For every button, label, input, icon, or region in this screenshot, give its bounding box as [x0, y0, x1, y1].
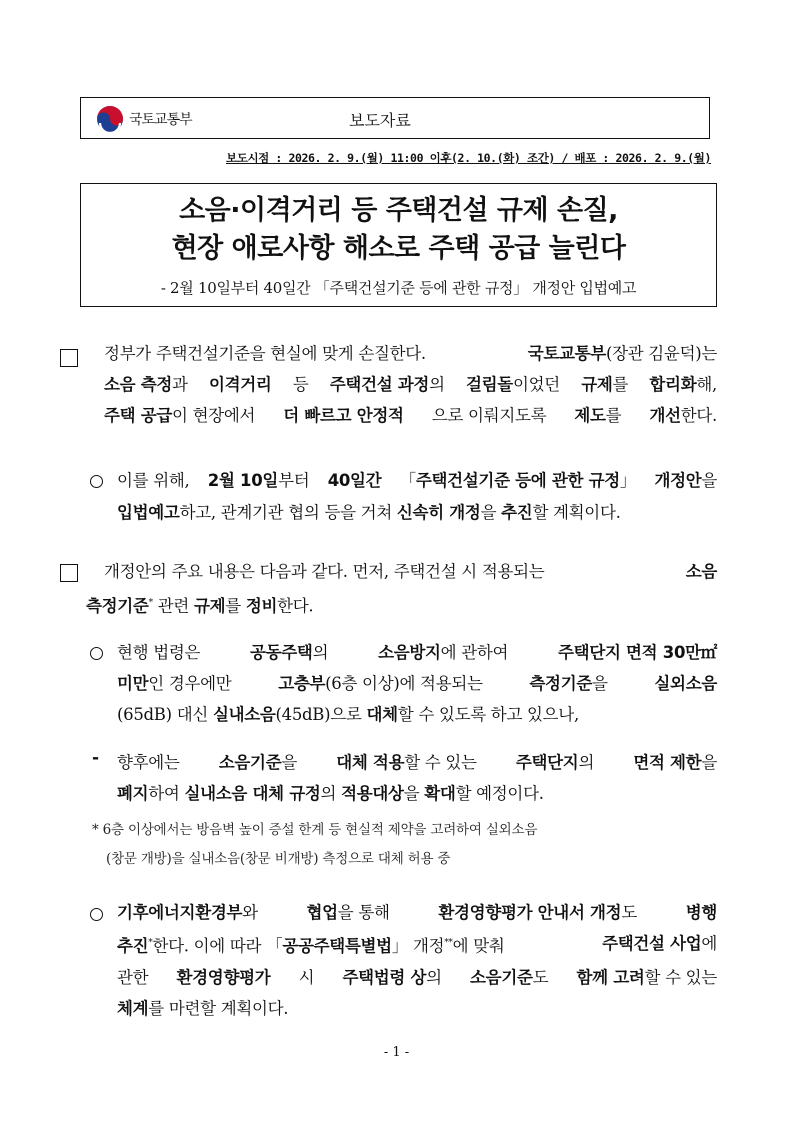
p1-line-1: [104, 338, 717, 369]
text: 하고, 관계기관 협의 등을 거쳐: [179, 503, 392, 522]
text: 에: [701, 934, 717, 953]
text-bold: 병행: [685, 903, 717, 922]
text: 으로 이뤄지도록: [431, 406, 547, 425]
text-bold: 규제: [193, 596, 226, 616]
text: 을: [701, 471, 717, 490]
text: 할 수 있도록 하고 있으나,: [397, 705, 579, 724]
doc-type-label: 보도자료: [349, 111, 411, 130]
headline-line-2: 현장 애로사항 해소로 주택 공급 늘린다: [171, 233, 626, 264]
text: 을: [480, 503, 497, 522]
p2a-line-2: [117, 668, 717, 699]
footnote-mark: *: [148, 598, 153, 608]
p2a-line-1: [117, 637, 717, 668]
text: 등: [292, 375, 309, 394]
paragraph-2b: [117, 747, 717, 809]
text: 의: [312, 643, 329, 662]
text: 해,: [696, 375, 717, 394]
text-bold: 주택건설 사업: [602, 934, 702, 953]
footnote-mark: *: [92, 822, 99, 838]
footnote-line-1: [92, 815, 722, 846]
title-box: [80, 183, 717, 307]
page-number: - 1 -: [383, 1045, 410, 1060]
text: 할 수 있는: [644, 967, 717, 987]
text: 에 맞춰: [452, 936, 505, 956]
text-bold: 이격거리: [208, 375, 272, 394]
footnote-mark: **: [444, 938, 453, 948]
release-timing: 보도시점 : 2026. 2. 9.(월) 11:00 이후(2. 10.(화) 조간) / 배포 : 2026. 2. 9.(월): [226, 151, 711, 165]
text-bold: 소음 측정: [104, 375, 173, 394]
paragraph-1-line-3: [104, 400, 717, 431]
paragraph-3: [117, 897, 717, 1024]
text-bold: 개정안: [654, 471, 702, 490]
text-bold: 2월 10일: [207, 471, 279, 490]
text-bold: 추진: [501, 503, 533, 522]
text: 할 예정이다.: [455, 784, 544, 803]
text-bold: 소음기준: [470, 967, 533, 987]
text: 을: [281, 753, 297, 772]
text: 를: [605, 406, 622, 425]
text-bold: 실외소음: [654, 674, 717, 693]
text: 인 경우에만: [148, 674, 232, 693]
text: (65dB) 대신: [117, 705, 208, 724]
text-bold: 합리화: [649, 375, 697, 394]
text-bold: 주택건설기준 등에 관한 규정: [415, 471, 620, 490]
text: 현행 법령은: [117, 643, 201, 662]
text-bold: 환경영향평가 안내서 개정: [438, 903, 622, 922]
text: 를: [612, 375, 629, 394]
text: 의: [578, 753, 595, 772]
text: 을: [701, 753, 717, 772]
text: 「: [399, 471, 416, 490]
text: 를: [225, 596, 241, 616]
text-bold: 기후에너지환경부: [117, 903, 243, 922]
circle-bullet-icon: [90, 475, 103, 488]
p3-line-3: [117, 962, 717, 993]
text: 도: [621, 903, 637, 922]
text-bold: 측정기준: [529, 674, 592, 693]
text: 한다.: [277, 596, 314, 616]
text-bold: 체계: [117, 998, 149, 1018]
text: 이었던: [512, 375, 560, 394]
ministry-logo: [96, 104, 192, 134]
p1a-line-2: [117, 497, 717, 528]
text-bold: 함께 고려: [576, 967, 645, 987]
text: 을: [591, 674, 608, 693]
p1-line-2: [104, 369, 717, 400]
text: 를 마련할 계획이다.: [148, 998, 289, 1018]
text-bold: 주택법령 상: [342, 967, 427, 987]
text-bold: 주택 공급: [104, 406, 173, 425]
text: 이 현장에서: [172, 406, 256, 425]
square-bullet-icon: [60, 564, 78, 582]
text-bold: 더 빠르고 안정적: [283, 406, 404, 425]
subheadline: - 2월 10일부터 40일간 「주택건설기준 등에 관한 규정」 개정안 입법예고: [160, 279, 637, 297]
text: 」: [619, 471, 637, 490]
text-bold: 확대: [424, 784, 456, 803]
text-bold: 신속히 개정: [396, 503, 481, 522]
text: 이를 위해,: [117, 471, 190, 490]
text: 할 계획이다.: [532, 503, 621, 522]
text: 하여: [148, 784, 180, 803]
text-bold: 고층부: [278, 674, 326, 693]
text: 과: [172, 375, 188, 394]
text-bold: 제도: [574, 406, 606, 425]
text: (창문 개방)을 실내소음(창문 비개방) 측정으로 대체 허용 중: [106, 851, 451, 867]
text: 한다.: [680, 406, 717, 425]
text-bold: 공공주택특별법: [282, 936, 392, 956]
text-bold: 주택단지 면적 30만㎡: [558, 643, 717, 662]
text: 시: [298, 967, 315, 987]
text: 와: [242, 903, 258, 922]
text: 부터: [278, 471, 310, 490]
text: 할 수 있는: [404, 753, 477, 772]
text: 6층 이상에서는 방음벽 높이 증설 한계 등 현실적 제약을 고려하여 실외소음: [102, 822, 538, 838]
text: (6층 이상)에 적용되는: [325, 674, 483, 693]
text-bold: 공동주택: [250, 643, 313, 662]
text-bold: 추진: [117, 936, 149, 956]
text-bold: 걸림돌: [466, 375, 513, 394]
text: 에 관하여: [440, 643, 509, 662]
paragraph-1a: [117, 465, 717, 528]
p1a-line-1: [117, 465, 717, 496]
text-bold: 소음방지: [378, 643, 441, 662]
text: 향후에는: [117, 753, 180, 772]
dash-bullet: -: [92, 748, 100, 768]
footnote-line-2: [92, 844, 722, 875]
text: (45dB)으로: [275, 705, 362, 724]
text: 의: [429, 375, 445, 394]
text-bold: 대체 적용: [336, 753, 405, 772]
p2-line-2: [86, 588, 706, 622]
text-bold: 주택단지: [515, 753, 579, 772]
circle-bullet-icon: [90, 908, 103, 921]
text-bold: 실내소음 대체 규정: [184, 784, 321, 803]
text: 」 개정: [391, 936, 445, 956]
text: 개정안의 주요 내용은 다음과 같다. 먼저, 주택건설 시 적용되는: [104, 562, 545, 581]
text: 정부가 주택건설기준을 현실에 맞게 손질한다.: [104, 344, 426, 363]
header-box: [80, 97, 710, 139]
text-bold: 폐지: [117, 784, 149, 803]
text-bold: 대체: [366, 705, 398, 724]
paragraph-2-line-2: [86, 588, 706, 622]
text-bold: 입법예고: [117, 503, 180, 522]
p3-line-1: [117, 897, 717, 928]
p3-line-4: [117, 993, 717, 1024]
text: 을 통해: [337, 903, 390, 922]
text-bold: 국토교통부: [527, 344, 606, 363]
text-bold: 주택건설 과정: [329, 375, 430, 394]
text-bold: 소음기준: [218, 753, 282, 772]
text-bold: 실내소음: [212, 705, 276, 724]
paragraph-1: [104, 338, 717, 400]
text-bold: 측정기준: [86, 596, 149, 616]
text-bold: 개선: [649, 406, 681, 425]
p2a-line-3: [117, 699, 717, 730]
paragraph-2: [104, 556, 717, 587]
p2-line-1: [104, 556, 717, 587]
text: 한다. 이에 따라 「: [152, 936, 283, 956]
p1-line-3: [104, 400, 717, 431]
text-bold: 정비: [245, 596, 278, 616]
text: 을: [403, 784, 420, 803]
text-bold: 면적 제한: [633, 753, 702, 772]
text: 의: [426, 967, 442, 987]
text: 관한: [117, 967, 149, 987]
text: 도: [532, 967, 549, 987]
headline-line-1: 소음·이격거리 등 주택건설 규제 손질,: [179, 195, 618, 226]
footnote: [92, 815, 722, 875]
p2b-line-1: [117, 747, 717, 778]
text-bold: 규제: [581, 375, 613, 394]
paragraph-2a: [117, 637, 717, 730]
text: (장관 김윤덕)는: [605, 344, 717, 363]
square-bullet-icon: [60, 349, 78, 367]
text-bold: 협업: [306, 903, 338, 922]
ministry-name: 국토교통부: [129, 112, 192, 128]
text: 의: [320, 784, 337, 803]
p3-line-2: [117, 928, 717, 962]
taegeuk-emblem-icon: [96, 105, 124, 133]
text-bold: 미만: [117, 674, 149, 693]
p2b-line-2: [117, 778, 717, 809]
text-bold: 40일간: [327, 471, 382, 490]
footnote-mark: *: [148, 938, 153, 948]
text-bold: 환경영향평가: [176, 967, 271, 987]
circle-bullet-icon: [90, 647, 103, 660]
text-bold: 적용대상: [341, 784, 404, 803]
text-bold: 소음: [685, 562, 717, 581]
text: 관련: [157, 596, 189, 616]
